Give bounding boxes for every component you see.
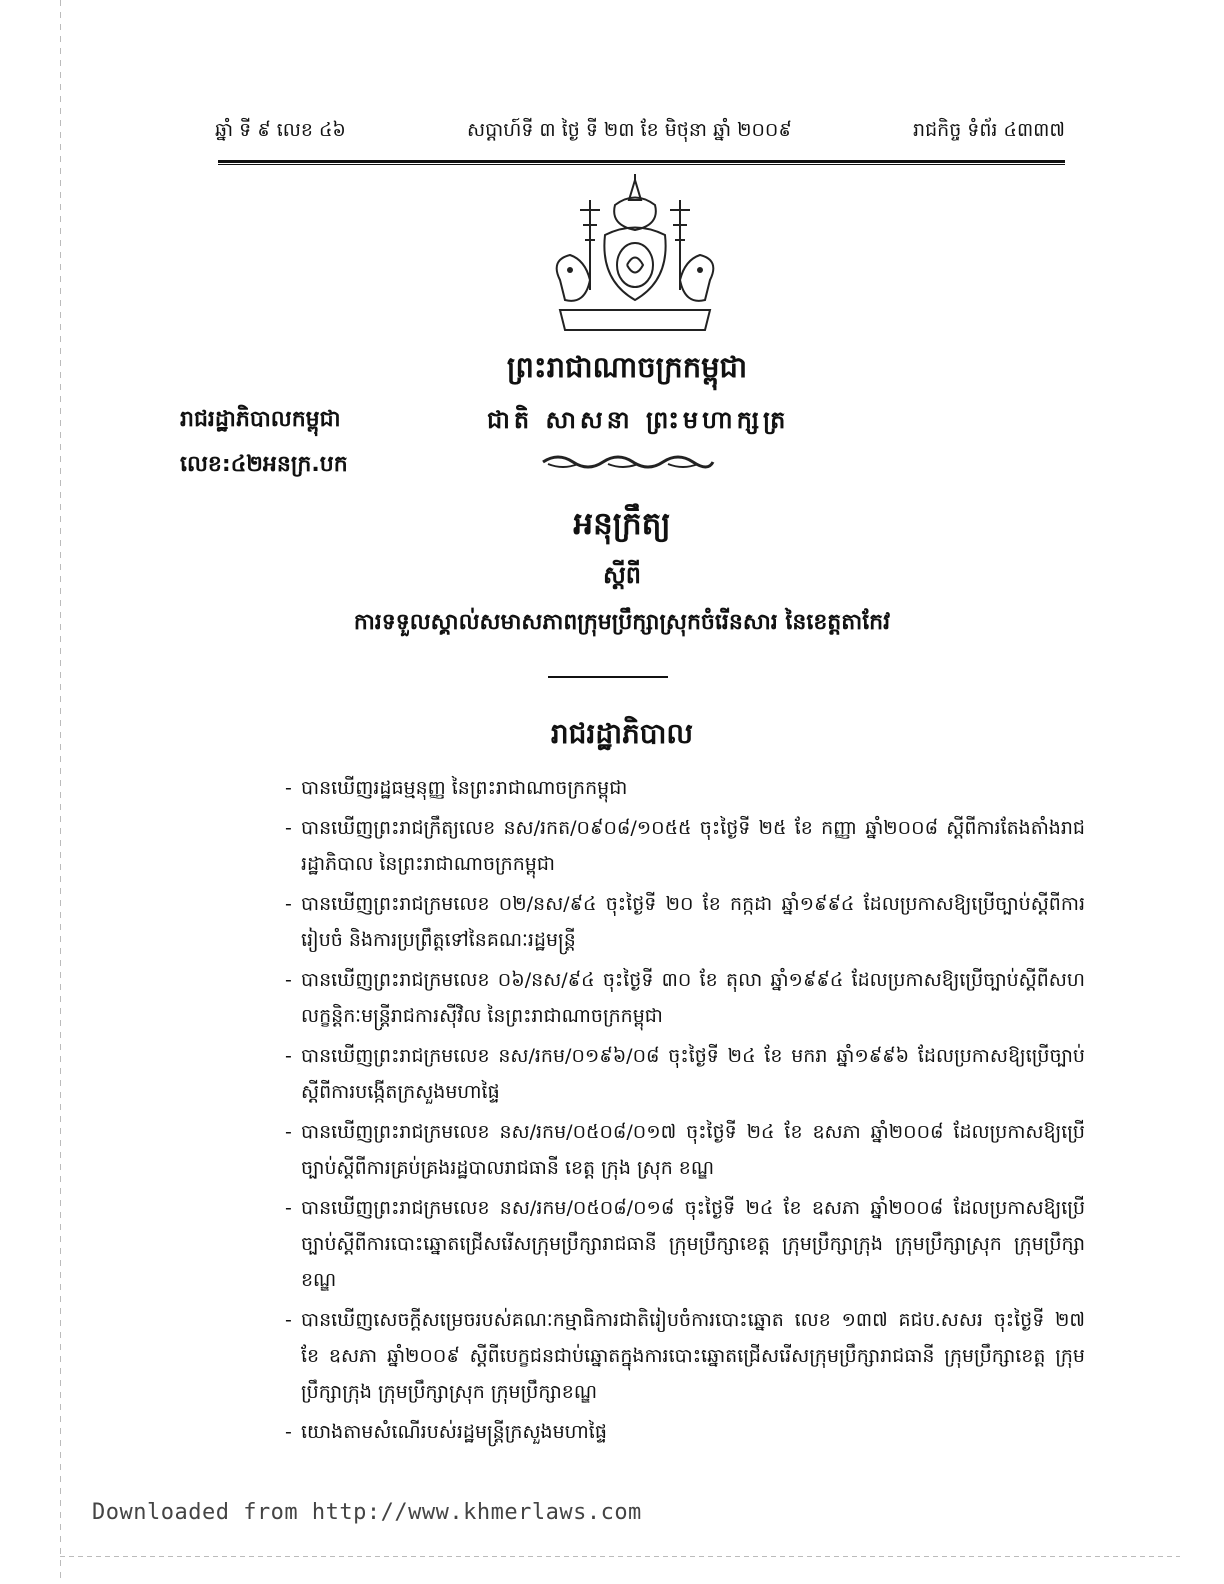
- scan-edge: [60, 0, 61, 1584]
- gazette-page: រាជកិច្ច ទំព័រ ៤៣៣៧: [913, 119, 1065, 141]
- kingdom-title: ព្រះរាជាណាចក្រកម្ពុជា: [506, 350, 748, 384]
- scan-edge: [60, 1556, 1180, 1557]
- issuer-heading: រាជរដ្ឋាភិបាល: [550, 717, 694, 750]
- royal-emblem-icon: [545, 170, 725, 340]
- preamble-clause: - បានឃើញសេចក្តីសម្រេចរបស់គណៈកម្មាធិការជាតិរៀបចំការបោះឆ្នោត លេខ ១៣៧ គជប.សសរ ចុះថ្ងៃទី ២៧ ខែ ឧសភា ឆ្នាំ២០០៩ ស្តីពីបេក្ខជនជាប់ឆ្នោតក្នុងការបោះឆ្នោតជ្រើសរើសក្រុមប្រឹក្សារាជធានី ក្រុមប្រឹក្សាខេត្ត ក្រុមប្រឹក្សាក្រុង ក្រុមប្រឹក្សាស្រុក ក្រុមប្រឹក្សាខណ្ឌ: [285, 1302, 1085, 1410]
- preamble-clause: - បានឃើញព្រះរាជក្រមលេខ ០៦/នស/៩៤ ចុះថ្ងៃទី ៣០ ខែ តុលា ឆ្នាំ១៩៩៤ ដែលប្រកាសឱ្យប្រើច្បាប់ស្តីពីសហលក្ខន្តិកៈមន្ត្រីរាជការស៊ីវិល នៃព្រះរាជាណាចក្រកម្ពុជា: [285, 962, 1085, 1034]
- subject-rule: [548, 676, 668, 678]
- document-subject: ការទទួលស្គាល់សមាសភាពក្រុមប្រឹក្សាស្រុកចំរើនសារ នៃខេត្តតាកែវ: [353, 610, 891, 635]
- header-rule: [218, 164, 1065, 165]
- preamble-list: [285, 770, 1085, 1454]
- preamble-clause: - បានឃើញព្រះរាជក្រមលេខ ០២/នស/៩៤ ចុះថ្ងៃទី ២០ ខែ កក្កដា ឆ្នាំ១៩៩៤ ដែលប្រកាសឱ្យប្រើច្បាប់ស្តីពីការរៀបចំ និងការប្រព្រឹត្តទៅនៃគណៈរដ្ឋមន្ត្រី: [285, 886, 1085, 958]
- gazette-date: សប្តាហ៍ទី ៣ ថ្ងៃ ទី ២៣ ខែ មិថុនា ឆ្នាំ ២០០៩: [467, 119, 792, 141]
- preamble-clause: - យោងតាមសំណើរបស់រដ្ឋមន្ត្រីក្រសួងមហាផ្ទៃ: [285, 1414, 1085, 1450]
- header-rule: [218, 160, 1065, 163]
- preamble-clause: - បានឃើញព្រះរាជក្រមលេខ នស/រកម/០១៩៦/០៨ ចុះថ្ងៃទី ២៤ ខែ មករា ឆ្នាំ១៩៩៦ ដែលប្រកាសឱ្យប្រើច្បាប់ស្តីពីការបង្កើតក្រសួងមហាផ្ទៃ: [285, 1038, 1085, 1110]
- download-source-note: Downloaded from http://www.khmerlaws.com: [92, 1500, 642, 1525]
- document-type: អនុក្រឹត្យ: [573, 506, 671, 542]
- preamble-clause: - បានឃើញព្រះរាជក្រឹត្យលេខ នស/រកត/០៩០៨/១០៥៥ ចុះថ្ងៃទី ២៥ ខែ កញ្ញា ឆ្នាំ២០០៨ ស្តីពីការតែងតាំងរាជរដ្ឋាភិបាល នៃព្រះរាជាណាចក្រកម្ពុជា: [285, 810, 1085, 882]
- preamble-clause: - បានឃើញព្រះរាជក្រមលេខ នស/រកម/០៥០៨/០១៧ ចុះថ្ងៃទី ២៤ ខែ ឧសភា ឆ្នាំ២០០៨ ដែលប្រកាសឱ្យប្រើច្បាប់ស្តីពីការគ្រប់គ្រងរដ្ឋបាលរាជធានី ខេត្ត ក្រុង ស្រុក ខណ្ឌ: [285, 1114, 1085, 1186]
- flourish-ornament: [538, 450, 718, 472]
- government-label: រាជរដ្ឋាភិបាលកម្ពុជា: [180, 407, 341, 432]
- document-number: លេខ:៤២អនក្រ.បក: [180, 452, 348, 477]
- gazette-header: [215, 118, 1065, 146]
- document-about: ស្តីពី: [602, 561, 642, 589]
- preamble-clause: - បានឃើញរដ្ឋធម្មនុញ្ញ នៃព្រះរាជាណាចក្រកម្ពុជា: [285, 770, 1085, 806]
- national-motto: ជាតិ សាសនា ព្រះមហាក្សត្រ: [487, 406, 790, 434]
- preamble-clause: - បានឃើញព្រះរាជក្រមលេខ នស/រកម/០៥០៨/០១៨ ចុះថ្ងៃទី ២៤ ខែ ឧសភា ឆ្នាំ២០០៨ ដែលប្រកាសឱ្យប្រើច្បាប់ស្តីពីការបោះឆ្នោតជ្រើសរើសក្រុមប្រឹក្សារាជធានី ក្រុមប្រឹក្សាខេត្ត ក្រុមប្រឹក្សាក្រុង ក្រុមប្រឹក្សាស្រុក ក្រុមប្រឹក្សាខណ្ឌ: [285, 1190, 1085, 1298]
- gazette-issue: ឆ្នាំ ទី ៩ លេខ ៤៦: [215, 119, 346, 141]
